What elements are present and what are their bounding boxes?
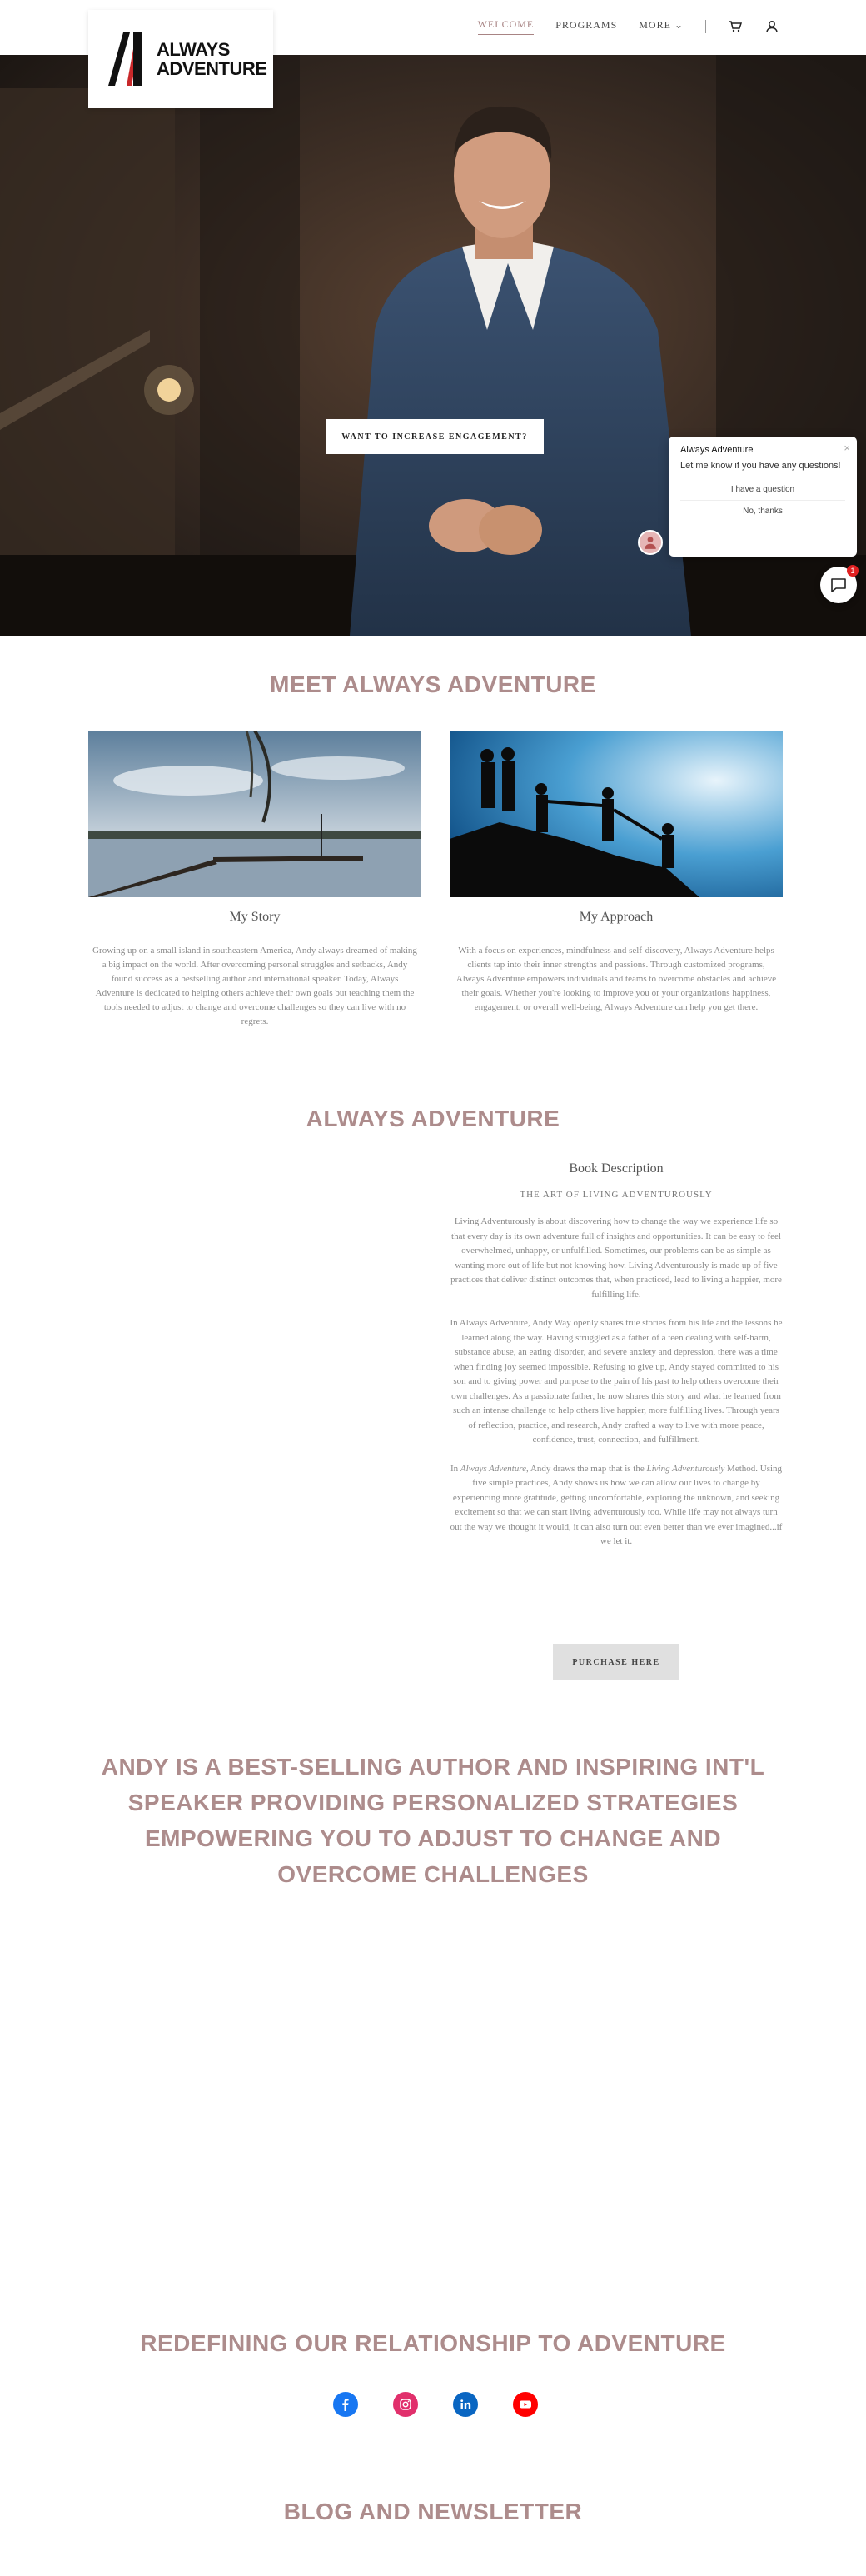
book-description bbox=[450, 1161, 783, 1550]
linkedin-icon[interactable] bbox=[453, 2392, 478, 2417]
instagram-icon[interactable] bbox=[393, 2392, 418, 2417]
logo-mark-icon bbox=[108, 32, 147, 86]
person-icon bbox=[643, 535, 658, 550]
book-heading: Book Description bbox=[569, 1161, 664, 1176]
redefining-title: REDEFINING OUR RELATIONSHIP TO ADVENTURE bbox=[140, 2330, 726, 2356]
p3-post: Method. Using five simple practices, Andy shows us how we can allow our lives to change by experiencing more gratitude, getting uncomfortable, exploring the unknown, and seeking excitement so that we can start living adventurously too. While life may not always turn out the way we thought it would, it can also turn out even better than we ever imagined...if we let it. bbox=[450, 1463, 783, 1546]
story-card-title: My Story bbox=[229, 910, 281, 924]
chat-launcher-button[interactable] bbox=[820, 567, 857, 603]
book-paragraph-3 bbox=[450, 1462, 783, 1550]
chat-option-no-thanks[interactable]: No, thanks bbox=[680, 500, 845, 522]
story-card-text: Growing up on a small island in southeastern America, Andy always dreamed of making a big impact on the world. After overcoming personal struggles and setbacks, Andy found success as a bestselling author and international speaker. Today, Always Adventure is dedicated to helping others achieve their own goals but teaching them the tools needed to adjust to change and overcome challenges so they can live with no regrets. bbox=[92, 946, 417, 1026]
author-statement: ANDY IS A BEST-SELLING AUTHOR AND INSPIRING INT'L SPEAKER PROVIDING PERSONALIZED STRATEGIES EMPOWERING YOU TO ADJUST TO CHANGE AND OVERCOME CHALLENGES bbox=[101, 1754, 765, 1887]
approach-card-text: With a focus on experiences, mindfulness and self-discovery, Always Adventure helps clients tap into their inner strengths and passions. Through customized programs, Always Adventure empowers individuals and teams to overcome obstacles and achieve their goals. Whether you're looking to improve you or your organizations happiness, engagement, or overall well-being, Always Adventure can help you get there. bbox=[455, 946, 777, 1012]
chat-option-question[interactable]: I have a question bbox=[730, 485, 795, 494]
cart-icon[interactable] bbox=[728, 19, 743, 34]
chat-message: Let me know if you have any questions! bbox=[680, 461, 841, 471]
close-icon[interactable]: × bbox=[844, 442, 850, 454]
facebook-icon[interactable] bbox=[333, 2392, 358, 2417]
lake-dock-image bbox=[88, 731, 421, 897]
climbers-image bbox=[450, 731, 783, 897]
engagement-cta-button[interactable]: WANT TO INCREASE ENGAGEMENT? bbox=[326, 419, 544, 454]
site-logo[interactable] bbox=[88, 10, 273, 108]
approach-card-title: My Approach bbox=[579, 910, 654, 924]
nav-more[interactable] bbox=[639, 19, 684, 35]
youtube-icon[interactable] bbox=[513, 2392, 538, 2417]
nav-programs[interactable]: PROGRAMS bbox=[555, 18, 618, 31]
logo-line-1: ALWAYS bbox=[157, 39, 230, 60]
chat-badge: 1 bbox=[847, 565, 859, 577]
p3-em2: Living Adventurously bbox=[646, 1463, 725, 1474]
chevron-down-icon: ⌄ bbox=[674, 18, 684, 31]
blog-section-title: BLOG AND NEWSLETTER bbox=[283, 2499, 583, 2524]
p3-em: Always Adventure bbox=[460, 1463, 526, 1474]
nav-divider bbox=[705, 20, 706, 33]
nav-more-label: MORE bbox=[639, 18, 671, 31]
nav-welcome[interactable]: WELCOME bbox=[478, 18, 535, 35]
chat-title: Always Adventure bbox=[680, 445, 754, 455]
logo-line-2: ADVENTURE bbox=[157, 58, 267, 79]
book-subheading: THE ART OF LIVING ADVENTUROUSLY bbox=[520, 1190, 713, 1200]
main-nav bbox=[478, 18, 779, 35]
p3-mid: , Andy draws the map that is the bbox=[525, 1463, 647, 1474]
meet-section-title: MEET ALWAYS ADVENTURE bbox=[270, 671, 596, 697]
book-paragraph-2: In Always Adventure, Andy Way openly shares true stories from his life and the lessons he learned along the way. Having struggled as a father of a teen dealing with self-harm, substance abuse, an eating disorder, and severe anxiety and depression, there was a time when finding joy seemed impossible. Refusing to give up, Andy stayed committed to his son and to giving power and purpose to the pain of his past to help others overcome their own challenges. As a passionate father, he now shares this story and what he learned from such an intense challenge to help others live happier, more fulfilling lives. Through years of reflection, practice, and research, Andy crafted a way to live with more peace, confidence, trust, connection, and fulfillment. bbox=[450, 1318, 783, 1445]
p3-pre: In bbox=[450, 1463, 460, 1474]
chat-avatar bbox=[638, 530, 663, 555]
book-section-title: ALWAYS ADVENTURE bbox=[306, 1106, 560, 1131]
account-icon[interactable] bbox=[764, 19, 779, 34]
chat-popup bbox=[669, 437, 857, 557]
book-paragraph-1: Living Adventurously is about discovering how to change the way we experience life so that every day is its own adventure full of insights and opportunities. It can be easy to feel overwhelmed, unhappy, or unfulfilled. Sometimes, our problems can be as simple as wanting more out of life but not knowing how. Living Adventurously is made up of five practices that deliver distinct outcomes that, when practiced, lead to living a happier, more fulfilling life. bbox=[450, 1216, 782, 1300]
logo-text bbox=[157, 40, 266, 78]
chat-icon bbox=[829, 576, 848, 594]
purchase-button[interactable]: PURCHASE HERE bbox=[553, 1644, 679, 1680]
